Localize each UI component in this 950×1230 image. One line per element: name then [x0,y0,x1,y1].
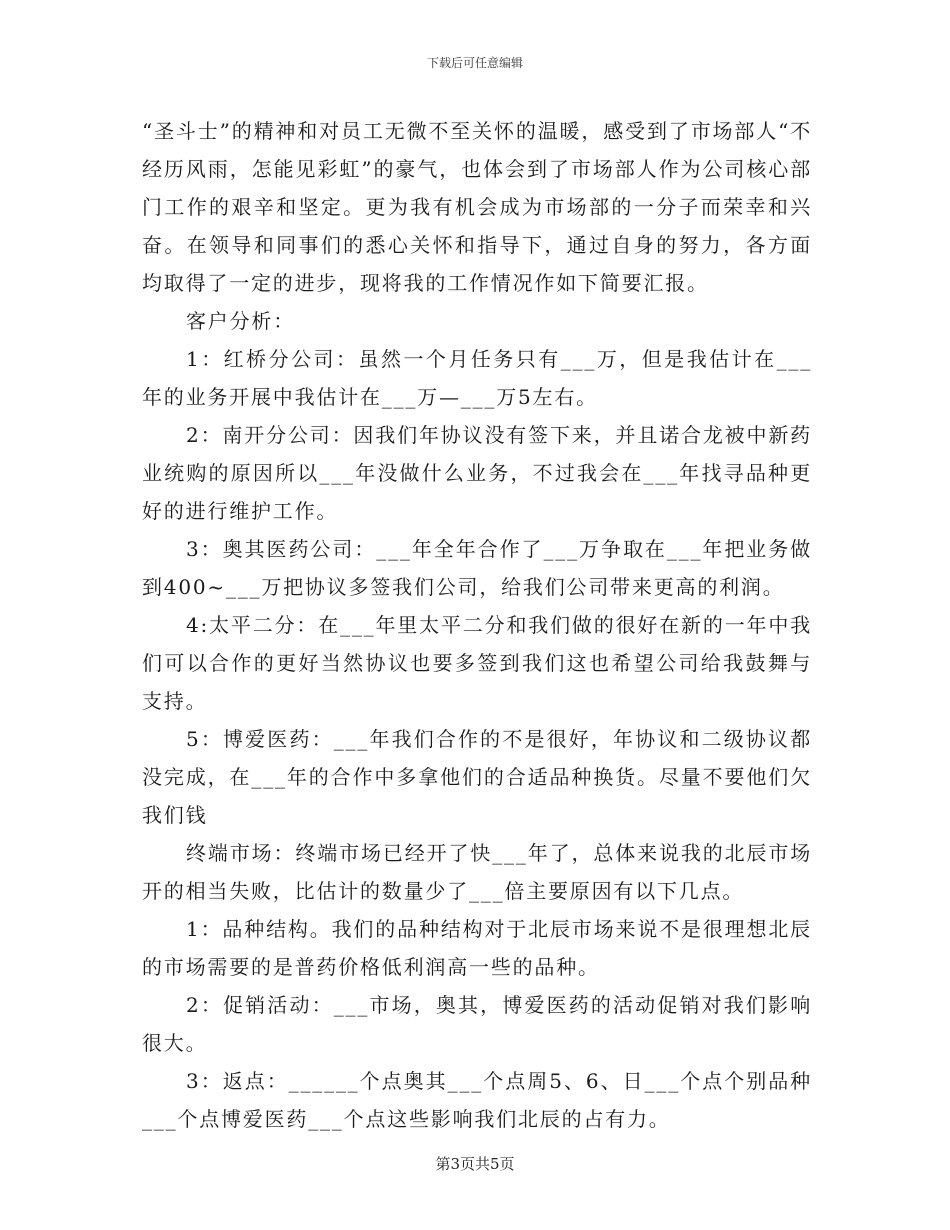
paragraph: 客户分析： [186,309,295,333]
paragraph: 3：奥其医药公司：___年全年合作了___万争取在___年把业务做到400~___万把协议多签我们公司，给我们公司带来更高的利润。 [142,537,812,599]
paragraph: “圣斗士”的精神和对员工无微不至关怀的温暖，感受到了市场部人“不经历风雨，怎能见彩虹”的豪气，也体会到了市场部人作为公司核心部门工作的艰辛和坚定。更为我有机会成为市场部的一分子而荣幸和兴奋。在领导和同事们的悉心关怀和指导下，通过自身的努力，各方面均取得了一定的进步，现将我的工作情况作如下简要汇报。 [142,119,812,295]
page-header-note: 下载后可任意编辑 [426,56,523,70]
paragraph: 5：博爱医药：___年我们合作的不是很好，年协议和二级协议都没完成，在___年的合作中多拿他们的合适品种换货。尽量不要他们欠我们钱 [142,727,812,827]
paragraph: 3：返点：______个点奥其___个点周5、6、日___个点个别品种___个点博爱医药___个点这些影响我们北辰的占有力。 [142,1069,812,1131]
paragraph: 4:太平二分：在___年里太平二分和我们做的很好在新的一年中我们可以合作的更好当然协议也要多签到我们这也希望公司给我鼓舞与支持。 [142,613,812,713]
paragraph: 2：南开分公司：因我们年协议没有签下来，并且诺合龙被中新药业统购的原因所以___年没做什么业务，不过我会在___年找寻品种更好的进行维护工作。 [142,423,812,523]
paragraph: 1：红桥分公司：虽然一个月任务只有___万，但是我估计在___年的业务开展中我估计在___万—___万5左右。 [142,347,812,409]
paragraph: 终端市场：终端市场已经开了快___年了，总体来说我的北辰市场开的相当失败，比估计的数量少了___倍主要原因有以下几点。 [142,841,812,903]
page-number: 第3页共5页 [435,1155,515,1173]
document-body [142,112,812,1138]
paragraph: 1：品种结构。我们的品种结构对于北辰市场来说不是很理想北辰的市场需要的是普药价格低利润高一些的品种。 [142,917,812,979]
paragraph: 2：促销活动：___市场，奥其，博爱医药的活动促销对我们影响很大。 [142,993,812,1055]
